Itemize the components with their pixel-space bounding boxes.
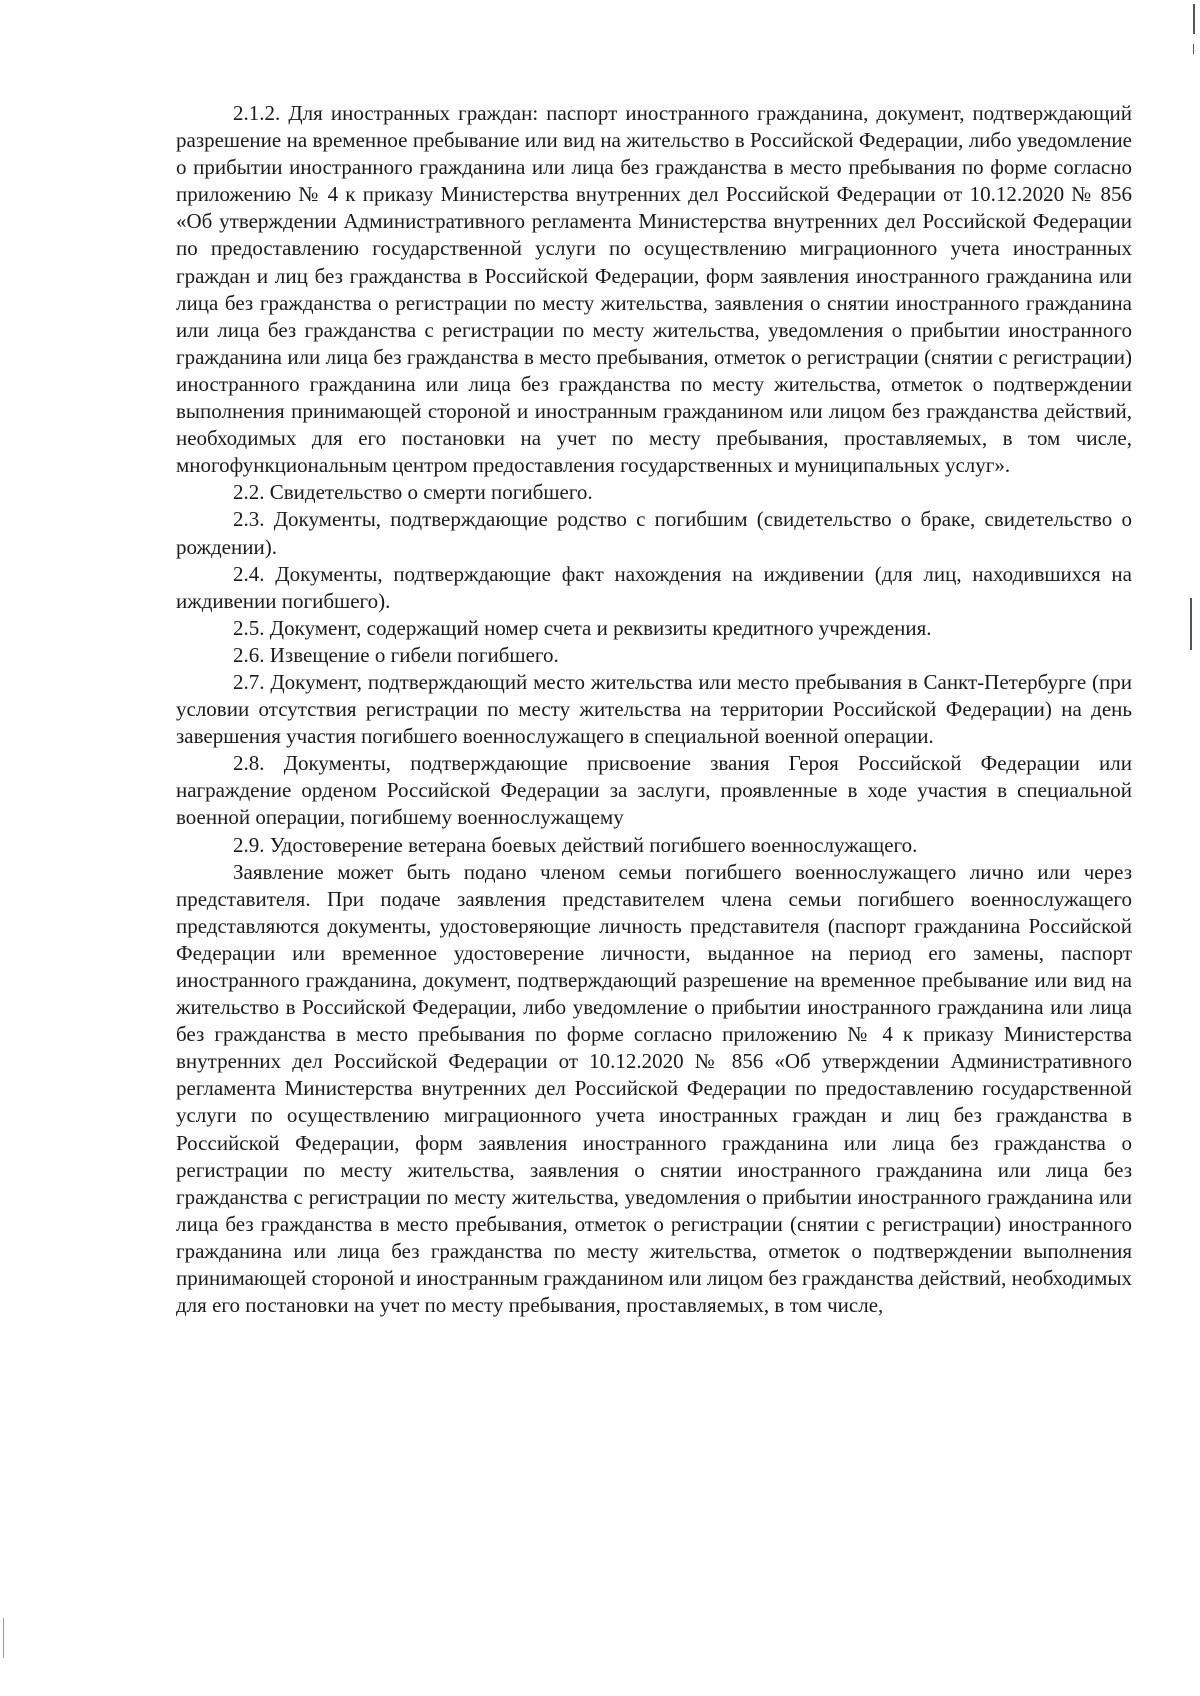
- paragraph-2-4: 2.4. Документы, подтверждающие факт нахождения на иждивении (для лиц, находившихся на иждивении погибшего).: [176, 561, 1132, 613]
- paragraph-2-8: 2.8. Документы, подтверждающие присвоение звания Героя Российской Федерации или награждение орденом Российской Федерации за заслуги, проявленные в ходе участия в специальной военной операции, погибшему военнослужащему: [176, 751, 1132, 830]
- scan-artifact-left-bottom: [3, 1618, 4, 1658]
- scan-artifact-middle: [1190, 598, 1192, 650]
- paragraph-2-6: 2.6. Извещение о гибели погибшего.: [233, 642, 559, 667]
- paragraph-2-9: 2.9. Удостоверение ветерана боевых действий погибшего военнослужащего.: [233, 832, 918, 857]
- paragraph-representative: Заявление может быть подано членом семьи погибшего военнослужащего лично или через представителя. При подаче заявления представителем члена семьи погибшего военнослужащего представляются документы, удостоверяющие личность представителя (паспорт гражданина Российской Федерации или временное удостоверение личности, выданное на период его замены, паспорт иностранного гражданина, документ, подтверждающий разрешение на временное пребывание или вид на жительство в Российской Федерации, либо уведомление о прибытии иностранного гражданина или лица без гражданства в место пребывания по форме согласно приложению № 4 к приказу Министерства внутренних дел Российской Федерации от 10.12.2020 № 856 «Об утверждении Административного регламента Министерства внутренних дел Российской Федерации по предоставлению государственной услуги по осуществлению миграционного учета иностранных граждан и лиц без гражданства в Российской Федерации, форм заявления иностранного гражданина или лица без гражданства о регистрации по месту жительства, заявления о снятии иностранного гражданина или лица без гражданства с регистрации по месту жительства, уведомления о прибытии иностранного гражданина или лица без гражданства в место пребывания, отметок о регистрации (снятии с регистрации) иностранного гражданина или лица без гражданства по месту жительства, отметок о подтверждении выполнения принимающей стороной и иностранным гражданином или лицом без гражданства действий, необходимых для его постановки на учет по месту пребывания, проставляемых, в том числе,: [176, 859, 1132, 1318]
- paragraph-2-2: 2.2. Свидетельство о смерти погибшего.: [233, 480, 593, 505]
- paragraph-2-3: 2.3. Документы, подтверждающие родство с погибшим (свидетельство о браке, свидетельство о рождении).: [176, 507, 1132, 559]
- scan-artifact-top-2: [1193, 44, 1194, 54]
- paragraph-2-5: 2.5. Документ, содержащий номер счета и реквизиты кредитного учреждения.: [233, 615, 932, 640]
- paragraph-2-1-2: 2.1.2. Для иностранных граждан: паспорт иностранного гражданина, документ, подтверждающий разрешение на временное пребывание или вид на жительство в Российской Федерации, либо уведомление о прибытии иностранного гражданина или лица без гражданства в место пребывания по форме согласно приложению № 4 к приказу Министерства внутренних дел Российской Федерации от 10.12.2020 № 856 «Об утверждении Административного регламента Министерства внутренних дел Российской Федерации по предоставлению государственной услуги по осуществлению миграционного учета иностранных граждан и лиц без гражданства в Российской Федерации, форм заявления иностранного гражданина или лица без гражданства о регистрации по месту жительства, заявления о снятии иностранного гражданина или лица без гражданства с регистрации по месту жительства, уведомления о прибытии иностранного гражданина или лица без гражданства в место пребывания, отметок о регистрации (снятии с регистрации) иностранного гражданина или лица без гражданства по месту жительства, отметок о подтверждении выполнения принимающей стороной и иностранным гражданином или лицом без гражданства действий, необходимых для его постановки на учет по месту пребывания, проставляемых, в том числе, многофункциональным центром предоставления государственных и муниципальных услуг».: [176, 101, 1132, 478]
- scan-artifact-top: [1193, 4, 1195, 34]
- document-body: [176, 100, 1132, 1319]
- paragraph-2-7: 2.7. Документ, подтверждающий место жительства или место пребывания в Санкт-Петербурге (при условии отсутствия регистрации по месту жительства на территории Российской Федерации) на день завершения участия погибшего военнослужащего в специальной военной операции.: [176, 669, 1132, 749]
